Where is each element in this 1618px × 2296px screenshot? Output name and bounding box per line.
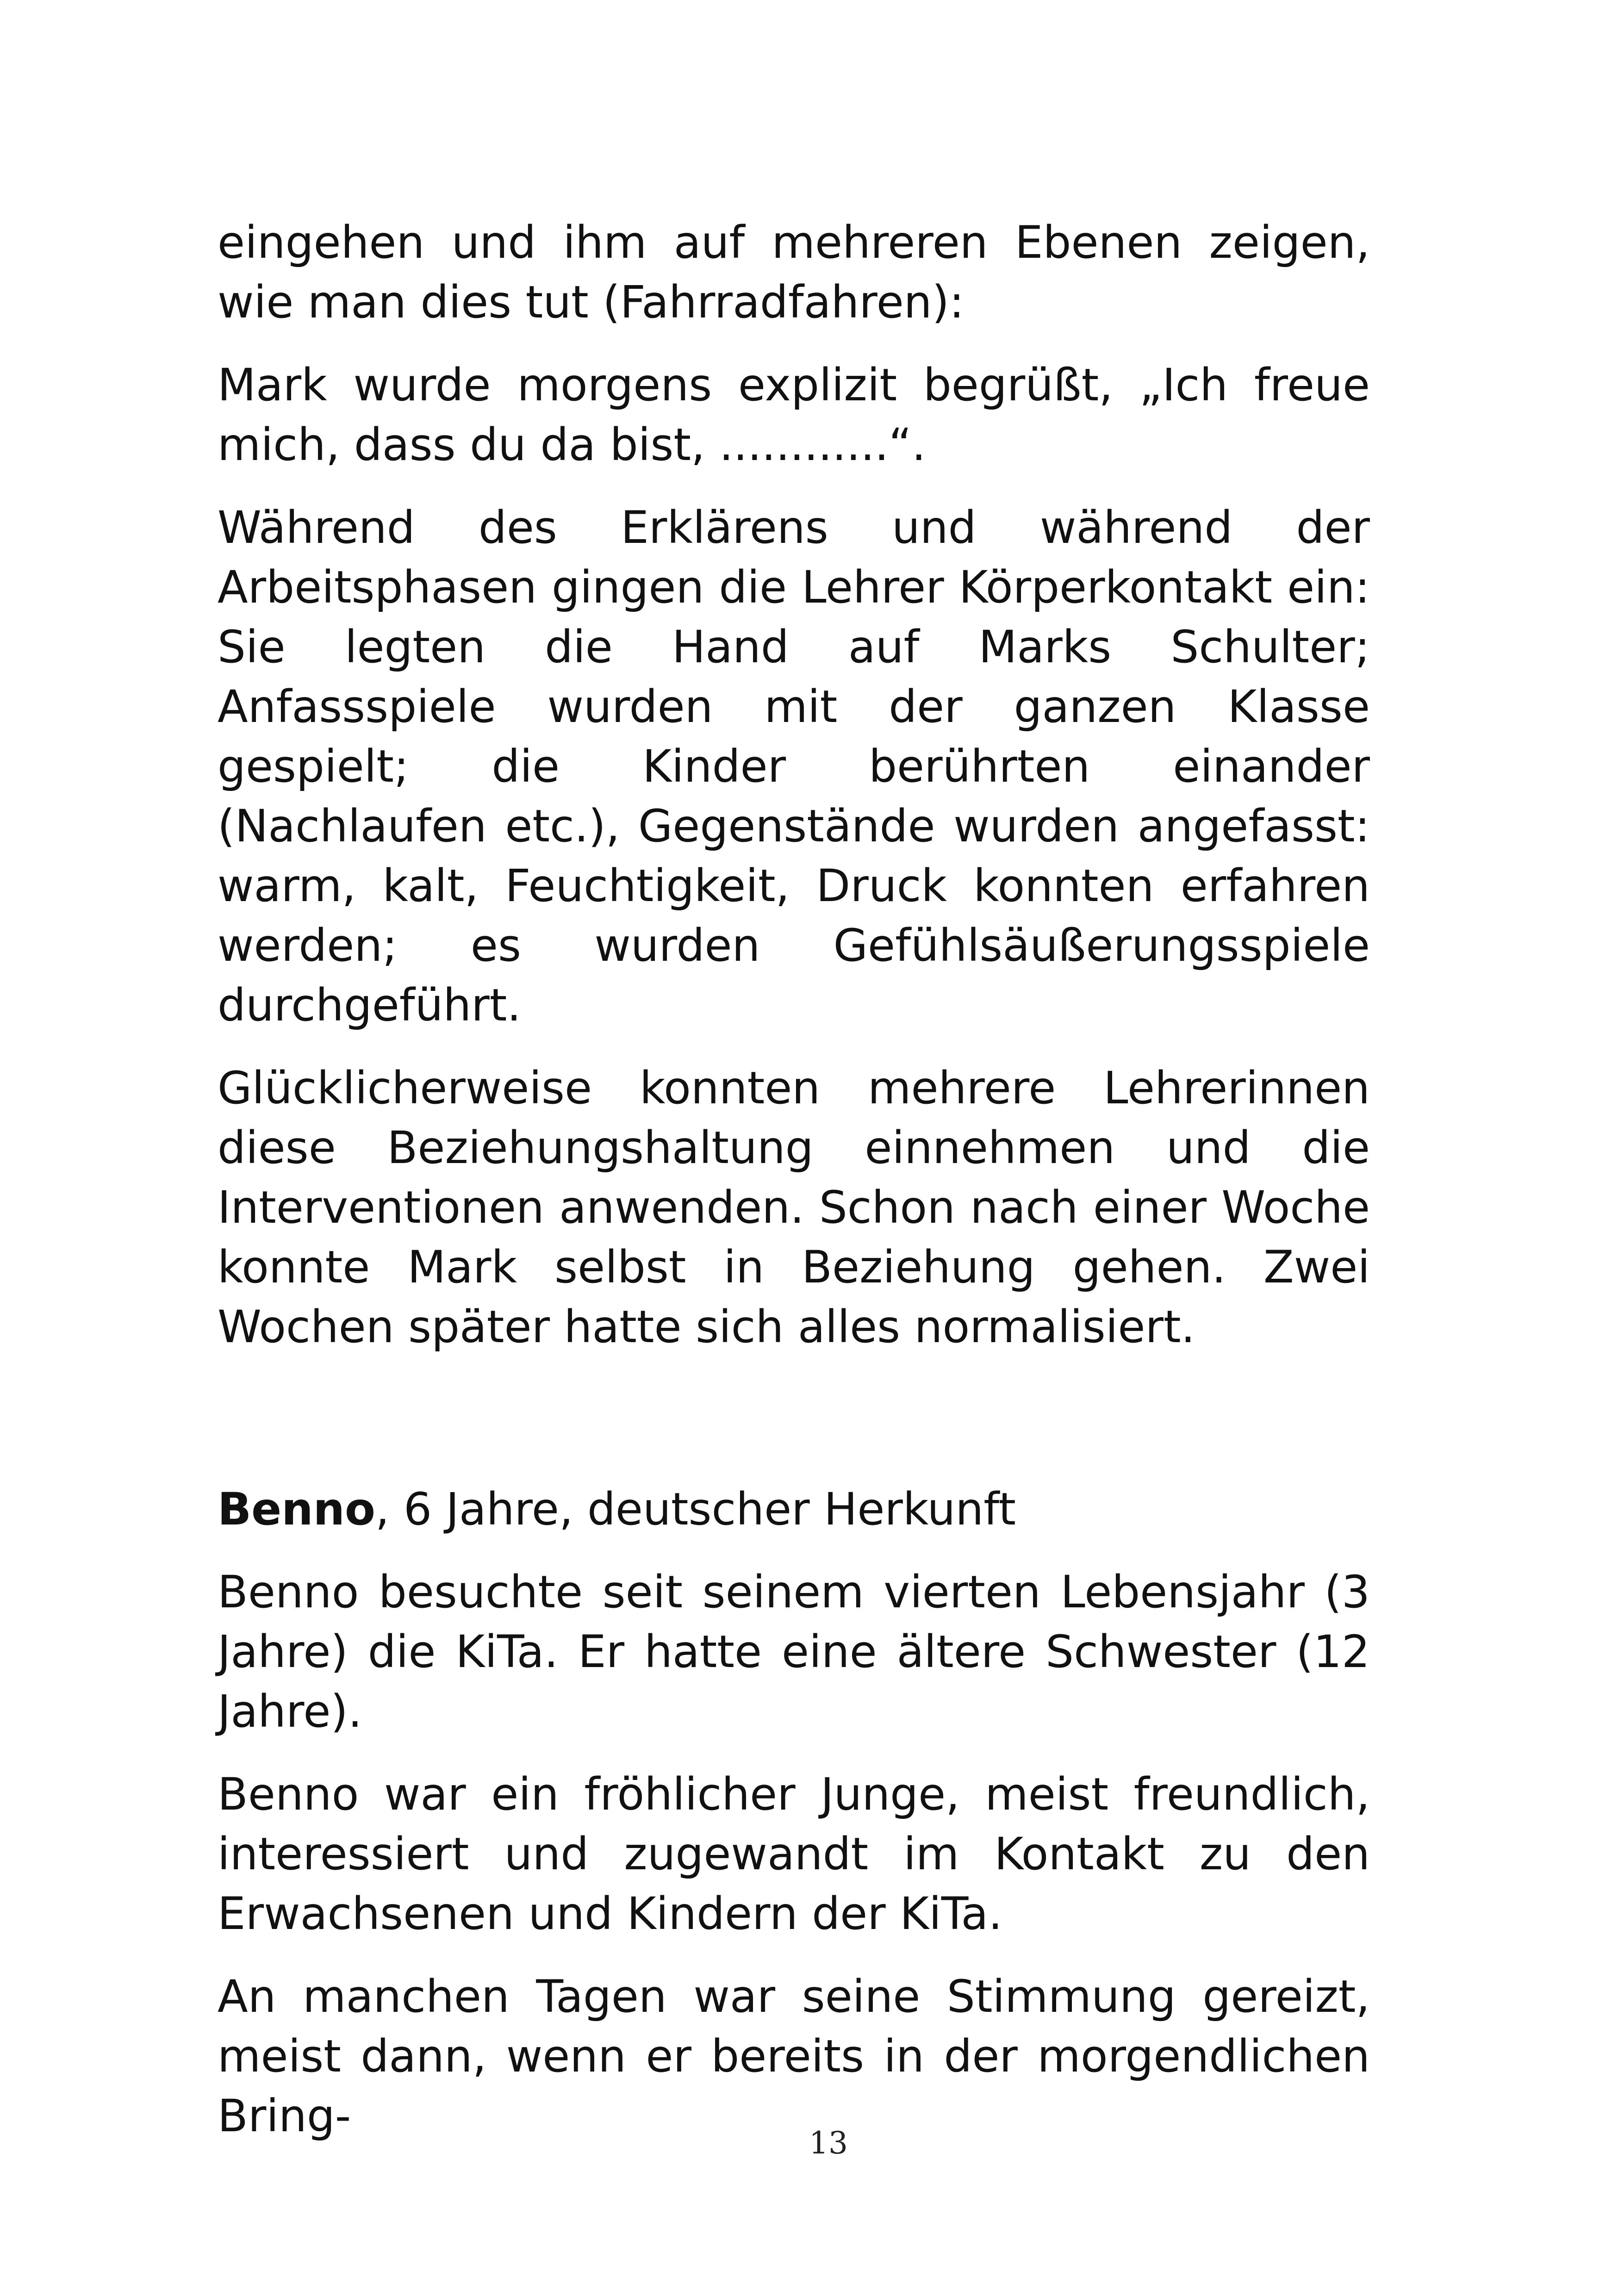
- case-heading: [218, 1480, 1370, 1539]
- paragraph-continuation: eingehen und ihm auf mehreren Ebenen zeigen, wie man dies tut (Fahrradfahren):: [218, 217, 1370, 328]
- paragraph-outcome: Glücklicherweise konnten mehrere Lehrerinnen diese Beziehungshaltung einnehmen und die Interventionen anwenden. Schon nach einer Woche konnte Mark selbst in Beziehung gehen. Zwei Wochen später hatte sich alles normalisiert.: [218, 1062, 1370, 1353]
- page-number: 13: [809, 2125, 848, 2161]
- body-text: [218, 213, 1370, 2169]
- paragraph-greeting: Mark wurde morgens explizit begrüßt, „Ich freue mich, dass du da bist, ............“.: [218, 359, 1370, 471]
- case-details: , 6 Jahre, deutscher Herkunft: [375, 1483, 1016, 1535]
- paragraph-background: Benno besuchte seit seinem vierten Lebensjahr (3 Jahre) die KiTa. Er hatte eine ältere Schwester (12 Jahre).: [218, 1566, 1370, 1737]
- paragraph-mood: An manchen Tagen war seine Stimmung gereizt, meist dann, wenn er bereits in der morgendlichen Bring-: [218, 1971, 1370, 2142]
- paragraph-body-contact: Während des Erklärens und während der Arbeitsphasen gingen die Lehrer Körperkontakt ein: Sie legten die Hand auf Marks Schulter; Anfassspiele wurden mit der ganzen Klasse gespielt; die Kinder berührten einander (Nachlaufen etc.), Gegenstände wurden angefasst: warm, kalt, Feuchtigkeit, Druck konnten erfahren werden; es wurden Gefühlsäußerungsspiele durchgeführt.: [218, 502, 1370, 1031]
- paragraph-character: Benno war ein fröhlicher Junge, meist freundlich, interessiert und zugewandt im Kontakt zu den Erwachsenen und Kindern der KiTa.: [218, 1768, 1370, 1940]
- case-name: Benno: [218, 1483, 375, 1535]
